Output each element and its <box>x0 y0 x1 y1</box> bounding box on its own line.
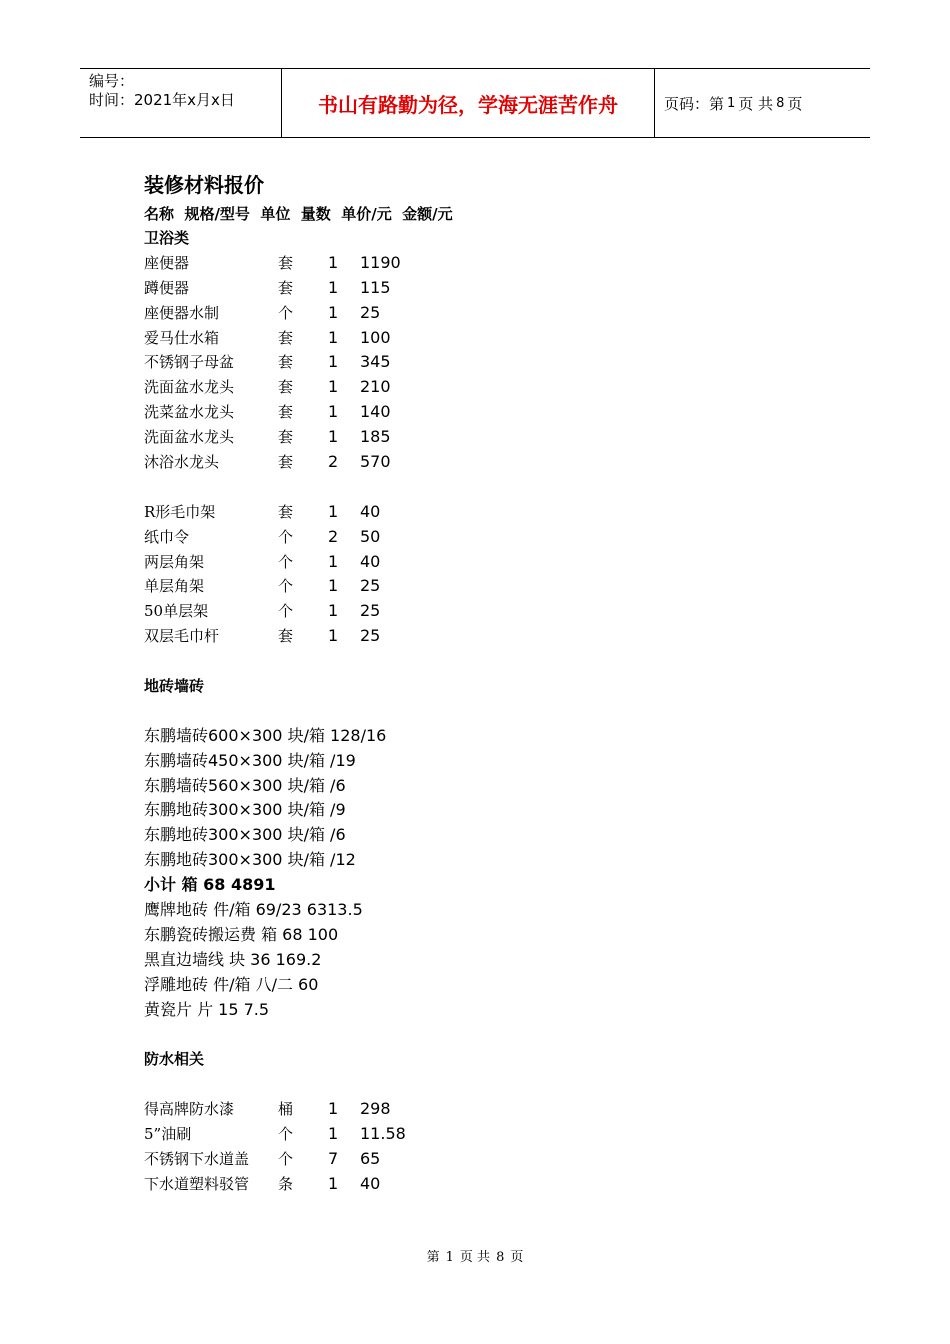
item-qty: 1 <box>328 626 339 646</box>
item-unit: 套 <box>278 502 294 521</box>
item-unit: 个 <box>278 1149 294 1168</box>
item-name: 不锈钢子母盆 <box>144 353 235 372</box>
tile-subtotal: 小计 箱 68 4891 <box>144 875 276 895</box>
item-price: 25 <box>360 576 381 596</box>
water-list <box>144 1097 844 1197</box>
page-header <box>80 68 870 138</box>
item-qty: 1 <box>328 1173 339 1193</box>
list-item <box>144 350 844 375</box>
item-price: 115 <box>360 277 391 297</box>
item-qty: 1 <box>328 1099 339 1119</box>
item-price: 40 <box>360 1173 381 1193</box>
footer-prefix: 第 <box>426 1250 440 1265</box>
document-body <box>144 168 844 1197</box>
item-price: 140 <box>360 402 391 422</box>
list-item <box>144 400 844 425</box>
item-qty: 1 <box>328 601 339 621</box>
item-qty: 1 <box>328 551 339 571</box>
list-item <box>144 500 844 525</box>
item-unit: 套 <box>278 627 294 646</box>
list-item <box>144 1097 844 1122</box>
item-price: 185 <box>360 427 391 447</box>
list-item <box>144 574 844 599</box>
item-price: 40 <box>360 551 381 571</box>
tile-list-after <box>144 898 844 1022</box>
item-name: 洗面盆水龙头 <box>144 378 235 397</box>
item-price: 25 <box>360 302 381 322</box>
list-item: 东鹏地砖300×300 块/箱 /9 <box>144 800 346 820</box>
item-price: 1190 <box>360 252 401 272</box>
header-motto: 书山有路勤为径，学海无涯苦作舟 <box>281 69 655 137</box>
list-item <box>144 276 844 301</box>
item-qty: 1 <box>328 377 339 397</box>
list-item <box>144 450 844 475</box>
number-label: 编号： <box>89 72 135 90</box>
item-name: 单层角架 <box>144 577 205 596</box>
item-qty: 1 <box>328 1124 339 1144</box>
blank-line <box>144 649 844 674</box>
item-unit: 套 <box>278 278 294 297</box>
item-name: 座便器水制 <box>144 303 220 322</box>
list-item <box>144 624 844 649</box>
list-item: 浮雕地砖 件/箱 八/二 60 <box>144 974 319 994</box>
item-unit: 个 <box>278 1125 294 1144</box>
item-unit: 套 <box>278 353 294 372</box>
item-unit: 个 <box>278 602 294 621</box>
blank-line <box>144 1023 844 1048</box>
list-item <box>144 525 844 550</box>
item-name: 洗面盆水龙头 <box>144 428 235 447</box>
tile-list <box>144 724 844 873</box>
item-qty: 1 <box>328 576 339 596</box>
item-name: 双层毛巾杆 <box>144 627 220 646</box>
item-unit: 个 <box>278 552 294 571</box>
page-total: 8 <box>776 95 785 111</box>
item-qty: 2 <box>328 526 339 546</box>
list-item: 东鹏墙砖450×300 块/箱 /19 <box>144 750 356 770</box>
list-item: 东鹏瓷砖搬运费 箱 68 100 <box>144 924 339 944</box>
list-item: 东鹏墙砖600×300 块/箱 128/16 <box>144 725 387 745</box>
item-qty: 1 <box>328 501 339 521</box>
item-unit: 套 <box>278 428 294 447</box>
list-item <box>144 301 844 326</box>
item-price: 570 <box>360 452 391 472</box>
list-item <box>144 599 844 624</box>
item-price: 25 <box>360 601 381 621</box>
bath-list-a <box>144 251 844 475</box>
item-name: 不锈钢下水道盖 <box>144 1149 250 1168</box>
page-mid: 页 共 <box>738 94 774 113</box>
section-heading-water: 防水相关 <box>144 1050 205 1069</box>
page-suffix: 页 <box>787 94 803 113</box>
blank-line <box>144 1072 844 1097</box>
list-item <box>144 326 844 351</box>
item-name: 爱马仕水箱 <box>144 328 220 347</box>
blank-line <box>144 699 844 724</box>
list-item <box>144 425 844 450</box>
item-name: 纸巾令 <box>144 527 190 546</box>
footer-mid: 页 共 <box>459 1250 491 1265</box>
list-item <box>144 550 844 575</box>
item-qty: 2 <box>328 452 339 472</box>
item-price: 11.58 <box>360 1124 406 1144</box>
footer-total: 8 <box>496 1250 505 1265</box>
item-price: 40 <box>360 501 381 521</box>
item-unit: 套 <box>278 378 294 397</box>
item-qty: 1 <box>328 252 339 272</box>
footer-page: 1 <box>445 1250 454 1265</box>
item-name: 得高牌防水漆 <box>144 1100 235 1119</box>
list-item: 东鹏地砖300×300 块/箱 /6 <box>144 825 346 845</box>
list-item: 鹰牌地砖 件/箱 69/23 6313.5 <box>144 900 363 920</box>
list-item <box>144 1172 844 1197</box>
item-price: 210 <box>360 377 391 397</box>
list-item: 黄瓷片 片 15 7.5 <box>144 999 270 1019</box>
item-unit: 套 <box>278 453 294 472</box>
item-qty: 1 <box>328 402 339 422</box>
item-unit: 桶 <box>278 1100 294 1119</box>
item-qty: 1 <box>328 427 339 447</box>
list-item <box>144 375 844 400</box>
list-item: 黑直边墙线 块 36 169.2 <box>144 949 322 969</box>
item-unit: 套 <box>278 253 294 272</box>
item-qty: 1 <box>328 327 339 347</box>
item-name: 蹲便器 <box>144 278 190 297</box>
item-name: 座便器 <box>144 253 190 272</box>
item-unit: 个 <box>278 303 294 322</box>
list-item <box>144 1147 844 1172</box>
item-name: 沐浴水龙头 <box>144 453 220 472</box>
time-label: 时间：2021年x月x日 <box>89 91 235 109</box>
item-price: 50 <box>360 526 381 546</box>
list-item: 东鹏地砖300×300 块/箱 /12 <box>144 850 356 870</box>
item-name: 两层角架 <box>144 552 205 571</box>
page-prefix: 页码：第 <box>664 94 725 113</box>
section-heading-bath: 卫浴类 <box>144 229 190 247</box>
section-heading-tile: 地砖墙砖 <box>144 677 205 696</box>
item-price: 298 <box>360 1099 391 1119</box>
item-unit: 条 <box>278 1174 294 1193</box>
page-number: 1 <box>727 95 736 111</box>
item-name: 洗菜盆水龙头 <box>144 403 235 422</box>
bath-list-b <box>144 500 844 649</box>
item-qty: 7 <box>328 1148 339 1168</box>
header-page-info <box>655 69 870 137</box>
column-headers: 名称 规格/型号 单位 量数 单价/元 金额/元 <box>144 205 453 223</box>
item-price: 25 <box>360 626 381 646</box>
item-qty: 1 <box>328 277 339 297</box>
item-name: 下水道塑料驳管 <box>144 1174 250 1193</box>
header-left-cell <box>80 69 281 137</box>
item-price: 65 <box>360 1148 381 1168</box>
item-name: 50单层架 <box>144 602 209 621</box>
item-unit: 个 <box>278 527 294 546</box>
item-unit: 个 <box>278 577 294 596</box>
blank-line <box>144 475 844 500</box>
list-item <box>144 1122 844 1147</box>
item-name: R形毛巾架 <box>144 502 216 521</box>
document-title: 装修材料报价 <box>144 173 264 197</box>
item-unit: 套 <box>278 328 294 347</box>
item-price: 100 <box>360 327 391 347</box>
item-name: 5”油刷 <box>144 1125 192 1144</box>
item-qty: 1 <box>328 352 339 372</box>
list-item: 东鹏墙砖560×300 块/箱 /6 <box>144 775 346 795</box>
page-footer <box>0 1246 950 1265</box>
item-price: 345 <box>360 352 391 372</box>
item-qty: 1 <box>328 302 339 322</box>
list-item <box>144 251 844 276</box>
footer-suffix: 页 <box>510 1250 524 1265</box>
item-unit: 套 <box>278 403 294 422</box>
